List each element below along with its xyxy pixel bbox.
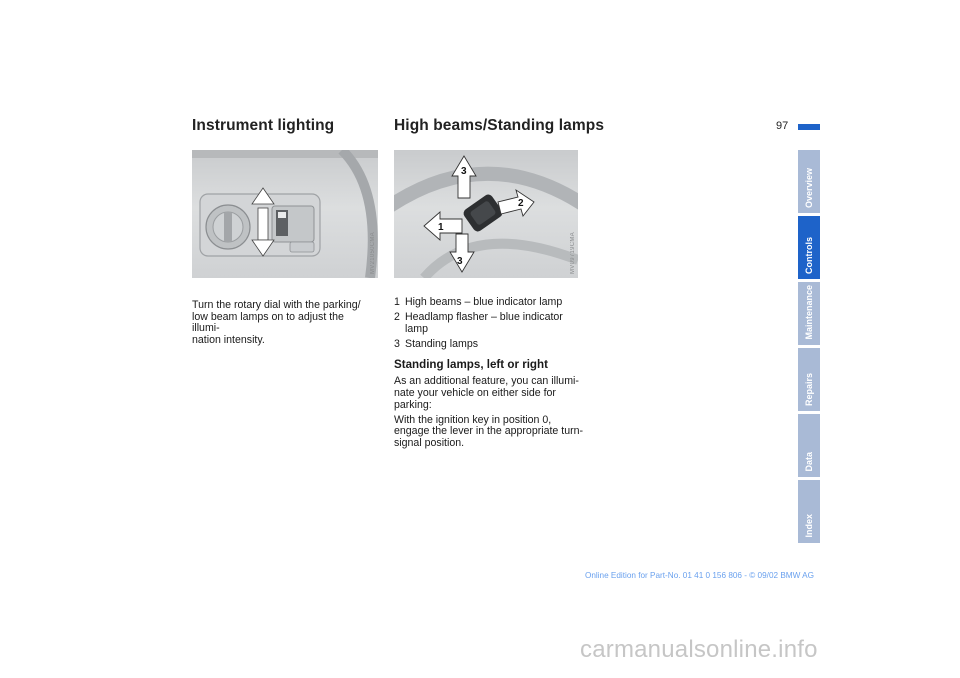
- tab-maintenance[interactable]: [798, 282, 820, 345]
- list-item: [394, 312, 584, 335]
- callout-label: 3: [461, 166, 467, 177]
- tab-label: Maintenance: [803, 285, 814, 340]
- tab-label: Data: [803, 452, 814, 472]
- footer-edition-note: Online Edition for Part-No. 01 41 0 156 806 - © 09/02 BMW AG: [584, 571, 814, 580]
- item-text: Standing lamps: [405, 337, 479, 350]
- tab-data[interactable]: [798, 414, 820, 477]
- subheading-standing-lamps: Standing lamps, left or right: [394, 358, 548, 372]
- callout-label: 2: [518, 198, 524, 209]
- item-text: High beams – blue indicator lamp: [405, 296, 563, 308]
- high-beams-text: [394, 297, 584, 453]
- paragraph: With the ignition key in position 0, engage the lever in the appropriate turn-signal position.: [394, 413, 584, 449]
- paragraph: As an additional feature, you can illumi-nate your vehicle on either side for parking:: [394, 375, 579, 411]
- watermark: carmanualsonline.info: [580, 636, 818, 663]
- item-number: 1: [394, 296, 400, 308]
- tab-label: Repairs: [803, 372, 814, 406]
- tab-overview[interactable]: [798, 150, 820, 213]
- figure-code: MV21050CMA: [370, 231, 376, 274]
- tab-label: Index: [803, 514, 814, 538]
- text-line: Turn the rotary dial with the parking/: [192, 299, 361, 311]
- text-line: nation intensity.: [192, 333, 265, 346]
- page-marker-bar: [798, 124, 820, 130]
- tab-index[interactable]: [798, 480, 820, 543]
- section-heading-high-beams: High beams/Standing lamps: [394, 117, 605, 134]
- instrument-lighting-text: [192, 300, 374, 346]
- item-number: 2: [394, 311, 400, 324]
- text-line: low beam lamps on to adjust the illumi-: [192, 310, 344, 335]
- tab-repairs[interactable]: [798, 348, 820, 411]
- tab-label: Overview: [803, 167, 814, 208]
- page-number: 97: [776, 120, 789, 132]
- figure-code: MV09719CMA: [570, 231, 576, 274]
- lever-illustration: [394, 150, 578, 278]
- callout-label: 1: [438, 222, 444, 233]
- list-item: [394, 297, 584, 309]
- item-text: Headlamp flasher – blue indicator lamp: [405, 311, 563, 335]
- callout-label: 3: [457, 256, 463, 267]
- tab-controls[interactable]: [798, 216, 820, 279]
- item-number: 3: [394, 337, 400, 350]
- section-heading-instrument-lighting: Instrument lighting: [192, 117, 335, 134]
- tab-label: Controls: [803, 237, 814, 274]
- light-switch-illustration: [192, 150, 378, 278]
- list-item: [394, 339, 584, 351]
